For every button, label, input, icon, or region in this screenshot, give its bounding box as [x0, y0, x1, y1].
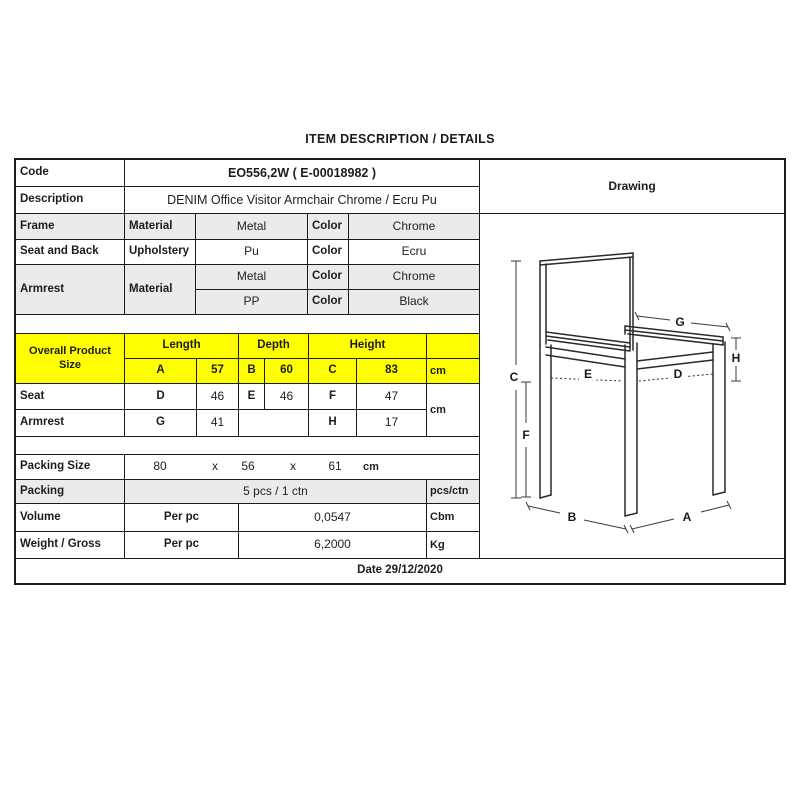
overall-size-line1: Overall Product [29, 344, 111, 357]
page-title: ITEM DESCRIPTION / DETAILS [305, 132, 495, 146]
packing-size-unit: cm [363, 460, 379, 473]
armrest-material-2: PP [196, 290, 308, 315]
length-header: Length [125, 334, 239, 359]
armrest-depth-empty [239, 410, 309, 437]
packing-size-x2: x [290, 459, 296, 474]
frame-material-label: Material [125, 214, 196, 240]
spec-table [14, 158, 786, 585]
packing-label: Packing [16, 480, 125, 504]
packing-unit: pcs/ctn [427, 480, 480, 504]
seatback-material-value: Pu [196, 240, 308, 265]
height-header: Height [309, 334, 427, 359]
frame-material-value: Metal [196, 214, 308, 240]
frame-color-label: Color [308, 214, 349, 240]
armrest-color-label-2: Color [308, 290, 349, 315]
seatback-color-value: Ecru [349, 240, 480, 265]
seat-row-label: Seat [16, 384, 125, 410]
dim-e-letter: E [239, 384, 265, 410]
dim-a-value: 57 [197, 359, 239, 384]
armrest-row-label: Armrest [16, 410, 125, 437]
weight-label: Weight / Gross [16, 532, 125, 559]
weight-per-pc: Per pc [125, 532, 239, 559]
dim-d-value: 46 [197, 384, 239, 410]
dim-c-letter: C [309, 359, 357, 384]
height-dim-label-c: C [509, 370, 519, 384]
volume-value: 0,0547 [239, 504, 427, 532]
armrest-length-dim-label-g: G [675, 315, 685, 329]
packing-size-d: 56 [241, 459, 255, 474]
armrest-color-1: Chrome [349, 265, 480, 290]
separator-row-2 [16, 437, 480, 455]
packing-size-h: 61 [328, 459, 342, 474]
dim-d-letter: D [125, 384, 197, 410]
depth-header: Depth [239, 334, 309, 359]
seatback-upholstery-label: Upholstery [125, 240, 196, 265]
code-label: Code [16, 160, 125, 187]
packing-size-w: 80 [153, 459, 167, 474]
chair-technical-drawing [480, 214, 784, 558]
code-value: EO556,2W ( E-00018982 ) [125, 160, 480, 187]
overall-size-header [16, 334, 125, 384]
drawing-header: Drawing [480, 160, 784, 214]
armrest-label: Armrest [16, 265, 125, 315]
seatback-label: Seat and Back [16, 240, 125, 265]
unit-cm-top: cm [427, 359, 480, 384]
dim-h-letter: H [309, 410, 357, 437]
frame-color-value: Chrome [349, 214, 480, 240]
volume-label: Volume [16, 504, 125, 532]
armrest-color-2: Black [349, 290, 480, 315]
packing-size-value [125, 455, 480, 480]
armrest-material-1: Metal [196, 265, 308, 290]
seat-length-label-d: D [673, 367, 683, 381]
weight-unit: Kg [427, 532, 480, 559]
armrest-color-label-1: Color [308, 265, 349, 290]
length-dim-label-a: A [682, 510, 692, 524]
weight-value: 6,2000 [239, 532, 427, 559]
frame-label: Frame [16, 214, 125, 240]
dim-b-value: 60 [265, 359, 309, 384]
dim-f-letter: F [309, 384, 357, 410]
dim-g-letter: G [125, 410, 197, 437]
packing-size-label: Packing Size [16, 455, 125, 480]
packing-size-x1: x [212, 459, 218, 474]
dim-a-letter: A [125, 359, 197, 384]
armrest-material-label: Material [125, 265, 196, 315]
packing-value: 5 pcs / 1 ctn [125, 480, 427, 504]
dim-h-value: 17 [357, 410, 427, 437]
seatback-color-label: Color [308, 240, 349, 265]
dim-e-value: 46 [265, 384, 309, 410]
dim-c-value: 83 [357, 359, 427, 384]
overall-size-line2: Size [58, 358, 81, 371]
armrest-height-dim-label-h: H [731, 351, 741, 365]
separator-row-1 [16, 315, 480, 334]
date-row: Date 29/12/2020 [357, 564, 443, 577]
dim-g-value: 41 [197, 410, 239, 437]
unit-cm-bottom: cm [427, 384, 480, 437]
unit-header-empty [427, 334, 480, 359]
depth-dim-label-b: B [567, 510, 577, 524]
description-label: Description [16, 187, 125, 214]
volume-unit: Cbm [427, 504, 480, 532]
dim-f-value: 47 [357, 384, 427, 410]
seat-depth-label-e: E [583, 367, 593, 381]
drawing-cell [480, 214, 784, 559]
dim-b-letter: B [239, 359, 265, 384]
seat-height-dim-label-f: F [522, 428, 530, 442]
description-value: DENIM Office Visitor Armchair Chrome / Ecru Pu [125, 187, 480, 214]
volume-per-pc: Per pc [125, 504, 239, 532]
